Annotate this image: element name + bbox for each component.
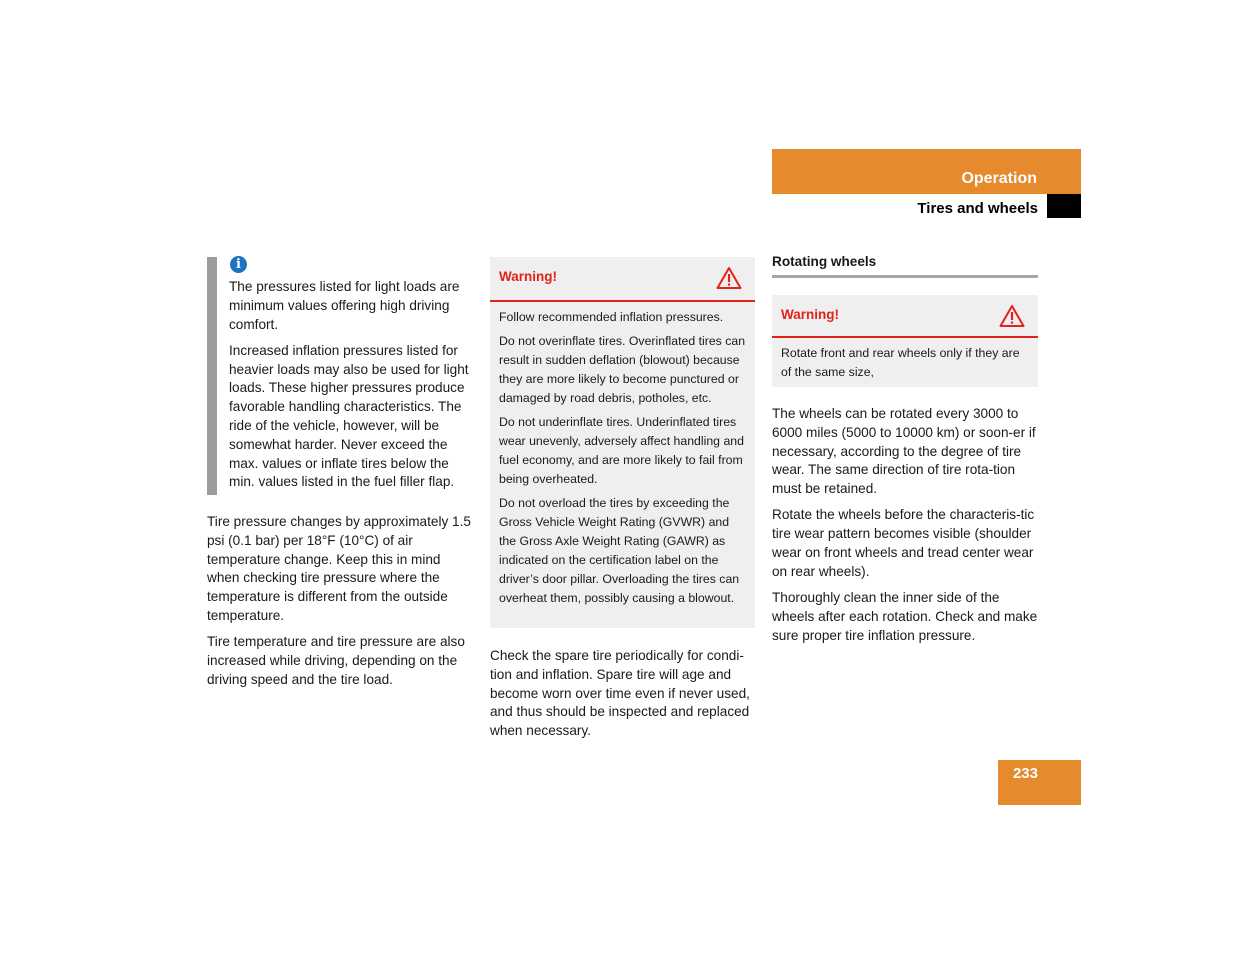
warning-paragraph: Rotate front and rear wheels only if they are of the same size, [781, 346, 1020, 379]
info-paragraph: The pressures listed for light loads are minimum values offering high driving comfort. [229, 279, 460, 332]
warning-paragraph: Do not overinflate tires. Overinflated tires can result in sudden deflation (blowout) because they are more likely to become punctured or damaged by road debris, potholes, etc. [499, 334, 746, 405]
section-header [772, 149, 1081, 194]
warning-paragraph: Do not underinflate tires. Underinflated tires wear unevenly, adversely affect handling and fuel economy, and are more likely to fail from being overheated. [499, 415, 744, 486]
warning-triangle-icon [716, 266, 742, 290]
warning-paragraph: Do not overload the tires by exceeding the Gross Vehicle Weight Rating (GVWR) and the Gross Axle Weight Rating (GAWR) as indicated on the certification label on the driver’s door pillar. Overloading the tires can overheat them, possibly causing a blowout. [499, 496, 740, 605]
body-paragraph: Tire temperature and tire pressure are also increased while driving, depending on the driving speed and the tire load. [207, 634, 465, 687]
page-number [998, 760, 1081, 805]
info-icon: i [230, 256, 247, 273]
section-title: Operation [961, 170, 1037, 187]
warning-paragraph: Follow recommended inflation pressures. [499, 310, 724, 324]
warning-box-inflation [490, 257, 755, 628]
column-2-text [490, 647, 758, 741]
info-paragraph: Increased inflation pressures listed for heavier loads may also be used for light loads. These higher pressures produce favorable handling characteristics. The ride of the vehicle, however, will be somewhat harder. Never exceed the max. values or inflate tires below the min. values listed in the fuel filler flap. [229, 342, 469, 490]
warning-title: Warning! [781, 307, 839, 322]
warning-header [490, 257, 755, 302]
info-note-bar [207, 257, 217, 495]
subsection-title: Tires and wheels [917, 200, 1038, 217]
body-paragraph: Check the spare tire periodically for condi-tion and inflation. Spare tire will age and become worn over time even if never used, and thus should be inspected and replaced when necessary. [490, 648, 750, 739]
warning-body [490, 302, 755, 616]
rotating-wheels-heading: Rotating wheels [772, 253, 1038, 278]
warning-triangle-icon [999, 304, 1025, 328]
column-1-text [207, 513, 471, 690]
warning-title: Warning! [499, 269, 557, 284]
column-3-text [772, 405, 1040, 646]
body-paragraph: Tire pressure changes by approximately 1.5 psi (0.1 bar) per 18°F (10°C) of air temperature change. Keep this in mind when checking tire pressure where the temperature is different from the outside temperature. [207, 514, 471, 623]
body-paragraph: The wheels can be rotated every 3000 to 6000 miles (5000 to 10000 km) or soon-er if necessary, according to the degree of tire wear. The same direction of tire rota-tion must be retained. [772, 406, 1036, 497]
body-paragraph: Thoroughly clean the inner side of the wheels after each rotation. Check and make sure proper tire inflation pressure. [772, 590, 1038, 643]
body-paragraph: Rotate the wheels before the characteris-tic tire wear pattern becomes visible (shoulder wear on front wheels and tread center wear on rear wheels). [772, 507, 1035, 579]
chapter-tab-marker [1047, 194, 1081, 218]
warning-box-rotation [772, 295, 1038, 387]
warning-body [772, 338, 1038, 390]
page-number-label: 233 [1012, 765, 1038, 782]
info-note-text [229, 278, 471, 492]
warning-header [772, 295, 1038, 338]
